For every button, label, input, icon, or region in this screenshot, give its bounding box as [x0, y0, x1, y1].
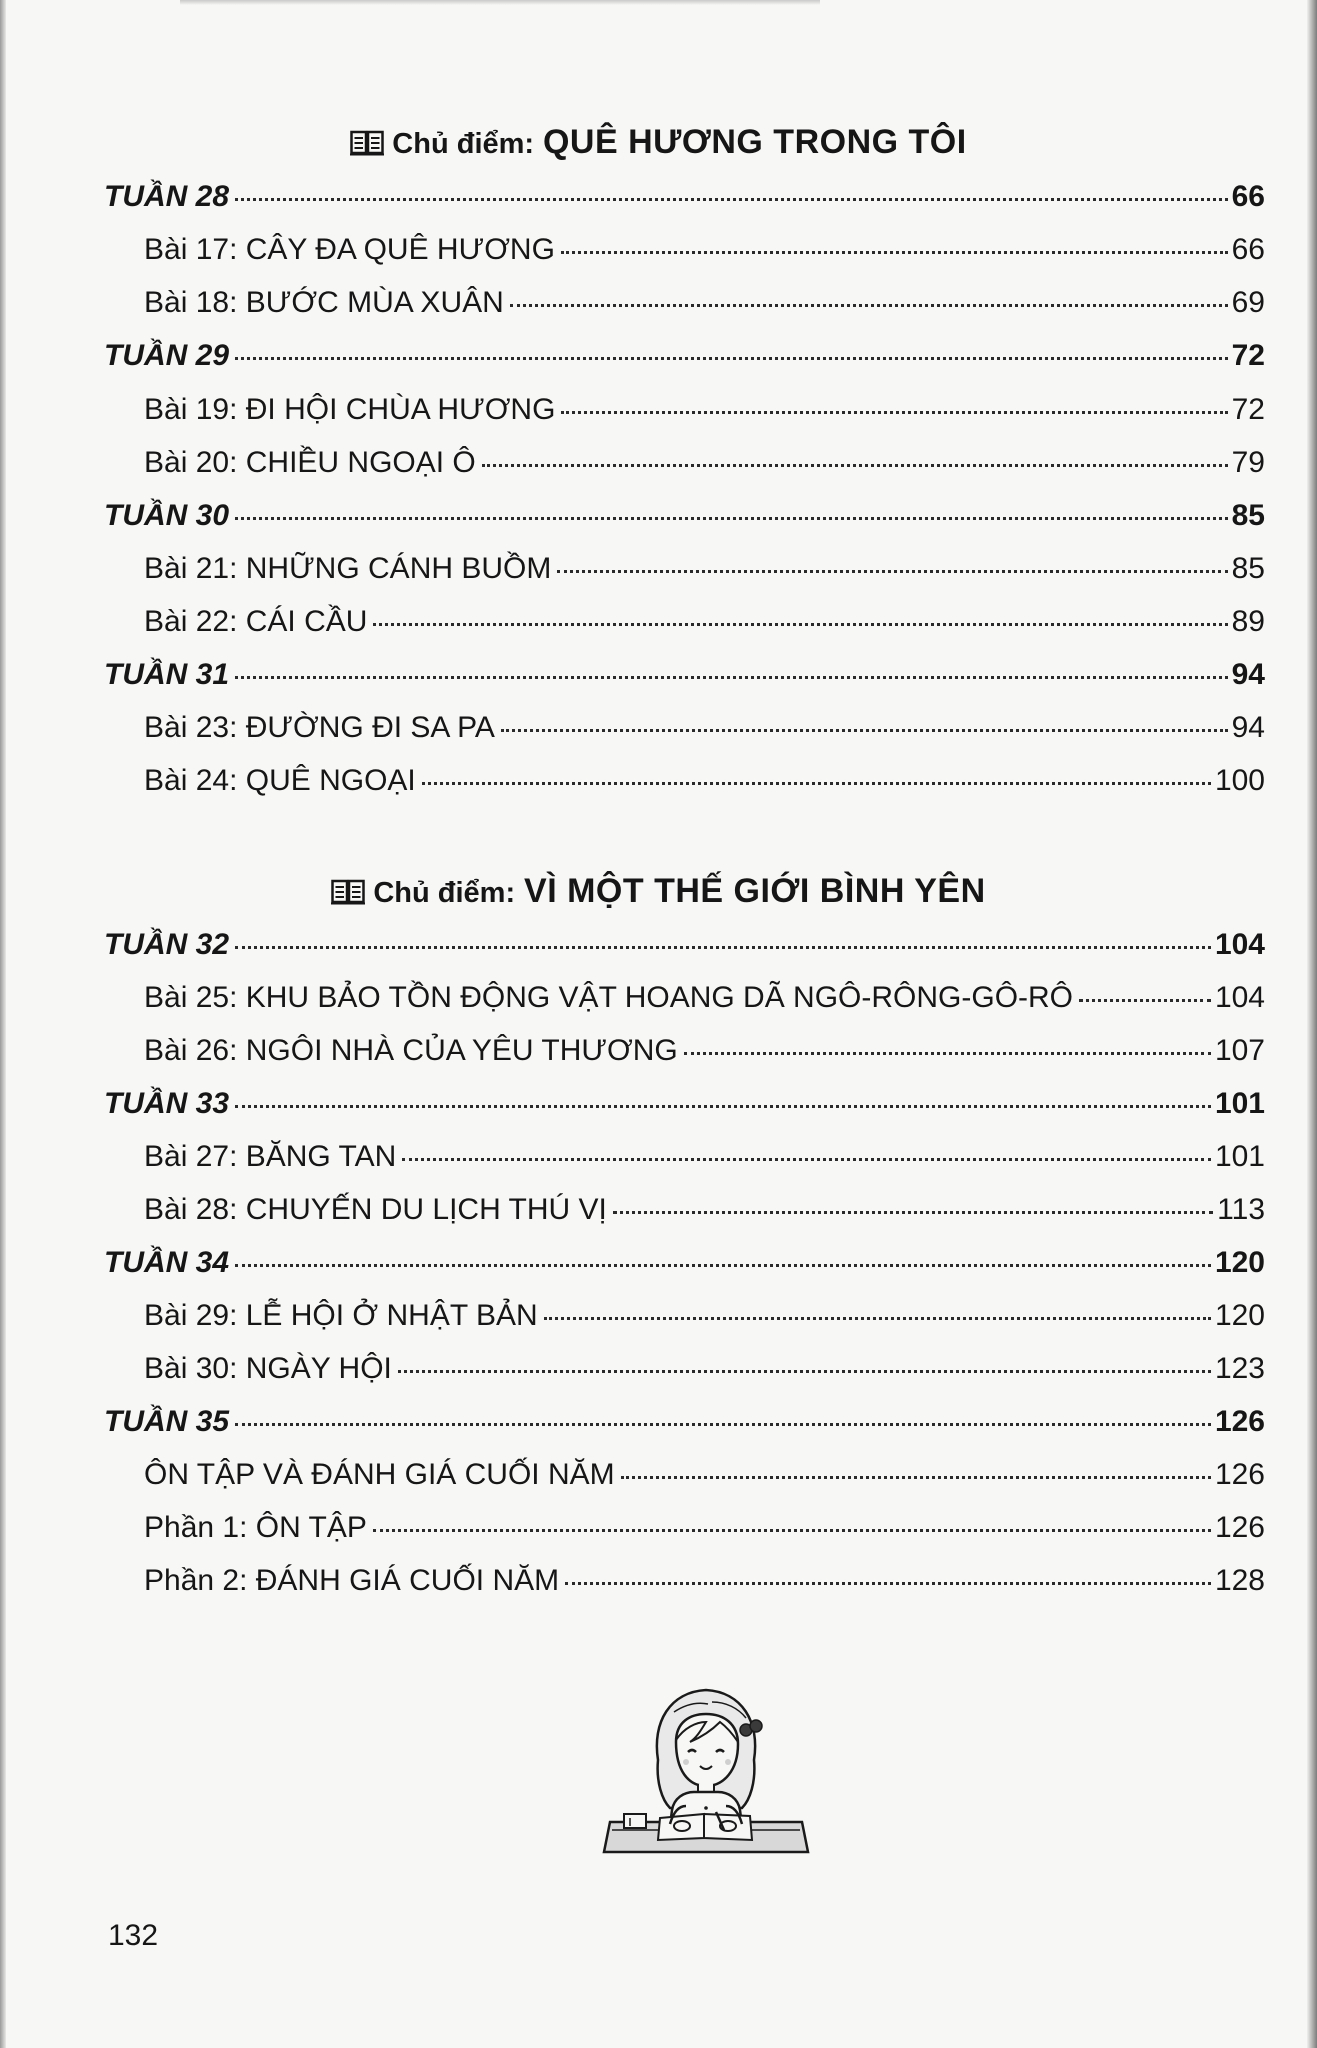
dot-leader	[402, 1158, 1211, 1161]
toc-week-label: TUẦN 31	[104, 658, 230, 691]
toc-page-number: 120	[1214, 1299, 1265, 1332]
toc-lesson-label: Bài 23: ĐƯỜNG ĐI SA PA	[144, 711, 495, 744]
toc-page-number: 72	[1231, 393, 1265, 426]
toc-week-label: TUẦN 35	[104, 1405, 230, 1438]
toc-page-number: 128	[1214, 1564, 1265, 1597]
dot-leader	[235, 946, 1211, 949]
toc-page-number: 72	[1231, 339, 1265, 372]
section-prefix: Chủ điểm:	[392, 128, 535, 160]
toc-lesson-label: Phần 1: ÔN TẬP	[144, 1511, 367, 1544]
toc-page-number: 101	[1214, 1140, 1265, 1173]
dot-leader	[501, 729, 1228, 732]
dot-leader	[561, 251, 1228, 254]
dot-leader	[235, 676, 1228, 679]
toc-week-row	[104, 1402, 1265, 1442]
toc-page-number: 66	[1231, 233, 1265, 266]
toc-week-row	[104, 177, 1265, 217]
dot-leader	[235, 1105, 1211, 1108]
toc-lesson-label: Phần 2: ĐÁNH GIÁ CUỐI NĂM	[144, 1564, 560, 1597]
top-edge-shadow	[180, 0, 820, 5]
toc-lesson-label: Bài 26: NGÔI NHÀ CỦA YÊU THƯƠNG	[144, 1034, 678, 1067]
toc-page-number: 66	[1231, 180, 1265, 213]
toc-week-row	[104, 1084, 1265, 1124]
toc-page-number: 85	[1231, 552, 1265, 585]
toc-week-row	[104, 336, 1265, 376]
toc-lesson-row	[144, 549, 1265, 589]
dot-leader	[684, 1052, 1211, 1055]
toc-page-number: 120	[1214, 1246, 1265, 1279]
toc-page-number: 101	[1214, 1087, 1265, 1120]
toc-page-number: 85	[1231, 499, 1265, 532]
toc-page-number: 126	[1214, 1405, 1265, 1438]
dot-leader	[235, 517, 1228, 520]
toc-week-label: TUẦN 34	[104, 1246, 230, 1279]
toc-lesson-label: Bài 24: QUÊ NGOẠI	[144, 764, 416, 797]
toc-lesson-row	[144, 1561, 1265, 1601]
dot-leader	[422, 782, 1211, 785]
toc-lesson-row	[144, 283, 1265, 323]
toc-week-label: TUẦN 29	[104, 339, 230, 372]
toc-lesson-label: Bài 19: ĐI HỘI CHÙA HƯƠNG	[144, 393, 556, 426]
dot-leader	[621, 1476, 1211, 1479]
toc-page-number: 104	[1214, 928, 1265, 961]
toc-lesson-label: ÔN TẬP VÀ ĐÁNH GIÁ CUỐI NĂM	[144, 1458, 615, 1491]
toc-lesson-row	[144, 978, 1265, 1018]
toc-lesson-row	[144, 1296, 1265, 1336]
section-heading-que-huong	[0, 122, 1317, 164]
toc-lesson-row	[144, 1455, 1265, 1495]
toc-page-number: 100	[1214, 764, 1265, 797]
dot-leader	[557, 570, 1227, 573]
toc-week-label: TUẦN 28	[104, 180, 230, 213]
dot-leader	[373, 1529, 1211, 1532]
page-left-edge-shadow	[0, 0, 6, 2048]
dot-leader	[235, 1264, 1211, 1267]
toc-lesson-row	[144, 708, 1265, 748]
toc-week-label: TUẦN 30	[104, 499, 230, 532]
girl-studying-at-desk-illustration	[600, 1682, 812, 1862]
toc-page-number: 126	[1214, 1511, 1265, 1544]
toc-lesson-label: Bài 17: CÂY ĐA QUÊ HƯƠNG	[144, 233, 555, 266]
toc-lesson-row	[144, 230, 1265, 270]
toc-lesson-label: Bài 22: CÁI CẦU	[144, 605, 368, 638]
toc-page-number: 94	[1231, 658, 1265, 691]
toc-lesson-row	[144, 1508, 1265, 1548]
dot-leader	[235, 357, 1228, 360]
section-heading-the-gioi-binh-yen	[0, 871, 1317, 913]
toc-lesson-row	[144, 1190, 1265, 1230]
dot-leader	[235, 1423, 1211, 1426]
section-prefix: Chủ điểm:	[373, 877, 516, 909]
toc-week-row	[104, 655, 1265, 695]
toc-page-number: 104	[1214, 981, 1265, 1014]
toc-page-number: 69	[1231, 286, 1265, 319]
toc-lesson-label: Bài 20: CHIỀU NGOẠI Ô	[144, 446, 476, 479]
toc-week-row	[104, 925, 1265, 965]
page-number: 132	[108, 1919, 159, 1952]
toc-lesson-row	[144, 1137, 1265, 1177]
dot-leader	[544, 1317, 1211, 1320]
page-right-edge-shadow	[1307, 0, 1317, 2048]
toc-lesson-label: Bài 27: BĂNG TAN	[144, 1140, 397, 1173]
toc-lesson-row	[144, 602, 1265, 642]
open-book-icon	[331, 874, 365, 900]
dot-leader	[235, 198, 1228, 201]
toc-lesson-label: Bài 25: KHU BẢO TỒN ĐỘNG VẬT HOANG DÃ NGÔ-RÔNG-GÔ-RÔ	[144, 981, 1074, 1014]
section-title: QUÊ HƯƠNG TRONG TÔI	[542, 123, 967, 161]
toc-lesson-row	[144, 1349, 1265, 1389]
toc-page-number: 107	[1214, 1034, 1265, 1067]
toc-week-row	[104, 496, 1265, 536]
dot-leader	[373, 623, 1227, 626]
dot-leader	[482, 464, 1228, 467]
open-book-icon	[350, 125, 384, 151]
toc-lesson-label: Bài 30: NGÀY HỘI	[144, 1352, 392, 1385]
toc-lesson-row	[144, 761, 1265, 801]
dot-leader	[561, 411, 1227, 414]
dot-leader	[613, 1211, 1213, 1214]
toc-lesson-label: Bài 18: BƯỚC MÙA XUÂN	[144, 286, 504, 319]
toc-page-number: 123	[1214, 1352, 1265, 1385]
toc-lesson-label: Bài 28: CHUYẾN DU LỊCH THÚ VỊ	[144, 1193, 607, 1226]
toc-lesson-label: Bài 29: LỄ HỘI Ở NHẬT BẢN	[144, 1299, 538, 1332]
dot-leader	[565, 1582, 1211, 1585]
toc-week-row	[104, 1243, 1265, 1283]
toc-week-label: TUẦN 33	[104, 1087, 230, 1120]
toc-page-number: 94	[1231, 711, 1265, 744]
toc-page-number: 79	[1231, 446, 1265, 479]
dot-leader	[398, 1370, 1211, 1373]
toc-lesson-row	[144, 1031, 1265, 1071]
toc-page-number: 113	[1217, 1193, 1265, 1226]
section-title: VÌ MỘT THẾ GIỚI BÌNH YÊN	[524, 872, 986, 910]
toc-week-label: TUẦN 32	[104, 928, 230, 961]
toc-page-number: 89	[1231, 605, 1265, 638]
toc-lesson-row	[144, 443, 1265, 483]
dot-leader	[1079, 999, 1211, 1002]
toc-lesson-row	[144, 390, 1265, 430]
dot-leader	[510, 304, 1228, 307]
toc-lesson-label: Bài 21: NHỮNG CÁNH BUỒM	[144, 552, 552, 585]
toc-page-number: 126	[1214, 1458, 1265, 1491]
